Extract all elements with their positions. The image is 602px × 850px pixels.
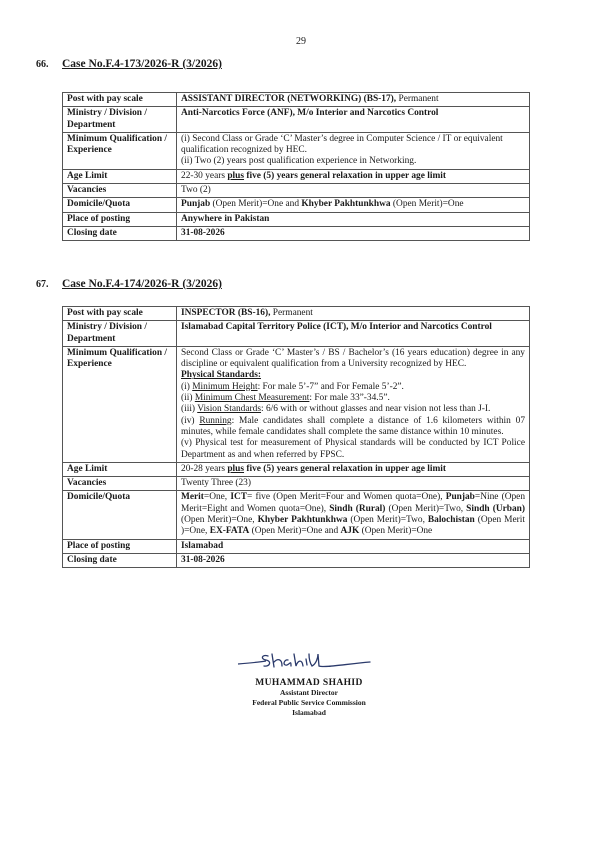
domicile-quota: = five (Open Merit=Four and Women quota=One), <box>247 492 446 503</box>
domicile-province: Khyber Pakhtunkhwa <box>301 199 391 210</box>
physical-standard-item <box>181 393 525 404</box>
vacancies-value: Twenty Three (23) <box>177 477 530 491</box>
post-row <box>63 93 530 107</box>
qualification-row <box>63 132 530 169</box>
domicile-region: AJK <box>340 526 360 537</box>
physical-standard-item <box>181 404 525 415</box>
age-relaxation: five (5) years general relaxation in upper age limit <box>244 170 446 181</box>
posting-label: Place of posting <box>63 539 177 553</box>
posting-row <box>63 212 530 226</box>
vacancies-value: Two (2) <box>177 184 530 198</box>
signatory-designation: Assistant Director <box>280 688 338 697</box>
closing-value: 31-08-2026 <box>177 553 530 567</box>
item-term: Vision Standards <box>197 404 261 415</box>
qualification-intro: Second Class or Grade ‘C’ Master’s / BS / Bachelor’s (16 years education) degree in any discipline or equivalent qualification from a University recognized by HEC. <box>181 347 525 370</box>
closing-label: Closing date <box>63 553 177 567</box>
item-text: : Male candidates shall complete a distance of 1.6 kilometers within 07 minutes, while female candidates shall complete the same distance within 10 minutes. <box>181 415 526 437</box>
domicile-quota: (Open Merit)=One and <box>210 199 302 210</box>
post-tenure: Permanent <box>396 94 439 104</box>
signatory-name: MUHAMMAD SHAHID <box>255 678 363 688</box>
vacancies-row <box>63 184 530 198</box>
domicile-quota: =Nine (Open Merit=Eight and Women quota=One), <box>181 492 526 514</box>
domicile-region: EX-FATA <box>209 526 250 537</box>
qualification-label: Minimum Qualification / Experience <box>63 132 177 169</box>
item-number: (i) <box>181 381 193 392</box>
qualification-value <box>177 346 530 462</box>
qualification-line: (ii) Two (2) years post qualification experience in Networking. <box>181 156 417 167</box>
case-66-number: 66. <box>36 59 49 70</box>
ministry-label: Ministry / Division / Department <box>63 107 177 133</box>
domicile-quota: (Open Merit)=One and <box>249 526 341 537</box>
signature-drawing <box>236 650 376 674</box>
domicile-value <box>177 198 530 212</box>
case-67-title: Case No.F.4-174/2026-R (3/2026) <box>62 278 222 290</box>
age-value <box>177 169 530 183</box>
post-label: Post with pay scale <box>63 307 177 321</box>
case-66-heading <box>36 58 222 70</box>
item-text: : For male 5’-7” and For Female 5’-2”. <box>257 381 404 392</box>
post-value <box>177 307 530 321</box>
age-label: Age Limit <box>63 169 177 183</box>
domicile-region: ICT <box>230 492 247 503</box>
closing-row <box>63 553 530 567</box>
domicile-region: Khyber Pakhtunkhwa <box>257 515 348 526</box>
domicile-quota: (Open Merit )=One, <box>181 515 525 537</box>
qualification-line: (i) Second Class or Grade ‘C’ Master’s degree in Computer Science / IT or equivalent qualification recognized by HEC. <box>181 133 503 156</box>
domicile-region: Punjab <box>445 492 475 503</box>
case-67-heading <box>36 278 222 290</box>
domicile-label: Domicile/Quota <box>63 198 177 212</box>
handwritten-signature <box>236 650 376 674</box>
closing-value: 31-08-2026 <box>177 226 530 240</box>
domicile-quota: =One, <box>203 492 231 503</box>
domicile-region: Sindh (Urban) <box>466 503 525 514</box>
item-term: Minimum Height <box>192 381 258 392</box>
signature-block <box>244 678 374 718</box>
vacancies-label: Vacancies <box>63 184 177 198</box>
posting-label: Place of posting <box>63 212 177 226</box>
qualification-value <box>177 132 530 169</box>
domicile-quota: (Open Merit)=Two, <box>347 515 428 526</box>
age-plus: plus <box>227 170 245 181</box>
age-range: 20-28 years <box>181 463 228 474</box>
domicile-row <box>63 198 530 212</box>
domicile-label: Domicile/Quota <box>63 491 177 539</box>
vacancies-row <box>63 477 530 491</box>
domicile-quota: (Open Merit)=One <box>359 526 433 537</box>
physical-test-note: (v) Physical test for measurement of Physical standards will be conducted by ICT Police Department as and when referred by FPSC. <box>181 438 525 460</box>
post-row <box>63 307 530 321</box>
item-term: Minimum Chest Measurement <box>194 393 310 404</box>
post-title: INSPECTOR (BS-16), <box>181 308 271 318</box>
domicile-region: Balochistan <box>427 515 475 526</box>
vacancies-label: Vacancies <box>63 477 177 491</box>
domicile-value <box>177 491 530 539</box>
age-row <box>63 169 530 183</box>
age-row <box>63 462 530 476</box>
closing-row <box>63 226 530 240</box>
post-label: Post with pay scale <box>63 93 177 107</box>
item-number: (iii) <box>181 404 198 415</box>
age-relaxation: five (5) years general relaxation in upper age limit <box>244 463 446 474</box>
item-text: : For male 33”-34.5”. <box>309 393 390 404</box>
post-value <box>177 93 530 107</box>
age-label: Age Limit <box>63 462 177 476</box>
ministry-value: Anti-Narcotics Force (ANF), M/o Interior and Narcotics Control <box>177 107 530 133</box>
case-67-number: 67. <box>36 279 49 290</box>
page-number: 29 <box>296 36 306 47</box>
age-range: 22-30 years <box>181 170 228 181</box>
ministry-row <box>63 107 530 133</box>
signatory-organization: Federal Public Service Commission <box>252 698 366 707</box>
qualification-label: Minimum Qualification / Experience <box>63 346 177 462</box>
ministry-label: Ministry / Division / Department <box>63 321 177 347</box>
domicile-quota: (Open Merit)=One, <box>181 515 258 526</box>
physical-standard-item <box>181 416 525 439</box>
ministry-row <box>63 321 530 347</box>
ministry-value: Islamabad Capital Territory Police (ICT), M/o Interior and Narcotics Control <box>177 321 530 347</box>
posting-value: Islamabad <box>177 539 530 553</box>
post-tenure: Permanent <box>270 308 313 318</box>
item-term: Running <box>199 415 232 426</box>
domicile-quota: (Open Merit)=Two, <box>385 503 467 514</box>
case-66-table <box>62 92 530 241</box>
case-66-title: Case No.F.4-173/2026-R (3/2026) <box>62 58 222 70</box>
qualification-row <box>63 346 530 462</box>
posting-row <box>63 539 530 553</box>
physical-standards-heading: Physical Standards: <box>181 370 261 381</box>
case-67-table <box>62 306 530 568</box>
closing-label: Closing date <box>63 226 177 240</box>
item-number: (ii) <box>181 393 195 404</box>
domicile-province: Punjab <box>181 199 211 210</box>
item-number: (iv) <box>181 415 200 426</box>
posting-value: Anywhere in Pakistan <box>177 212 530 226</box>
signatory-city: Islamabad <box>292 708 326 717</box>
item-text: : 6/6 with or without glasses and near vision not less than J-I. <box>261 404 491 415</box>
post-title: ASSISTANT DIRECTOR (NETWORKING) (BS-17), <box>181 94 397 104</box>
domicile-region: Merit <box>181 492 204 503</box>
age-value <box>177 462 530 476</box>
domicile-quota: (Open Merit)=One <box>390 199 464 210</box>
domicile-row <box>63 491 530 539</box>
age-plus: plus <box>227 463 245 474</box>
domicile-region: Sindh (Rural) <box>329 503 386 514</box>
physical-standard-item <box>181 382 525 393</box>
